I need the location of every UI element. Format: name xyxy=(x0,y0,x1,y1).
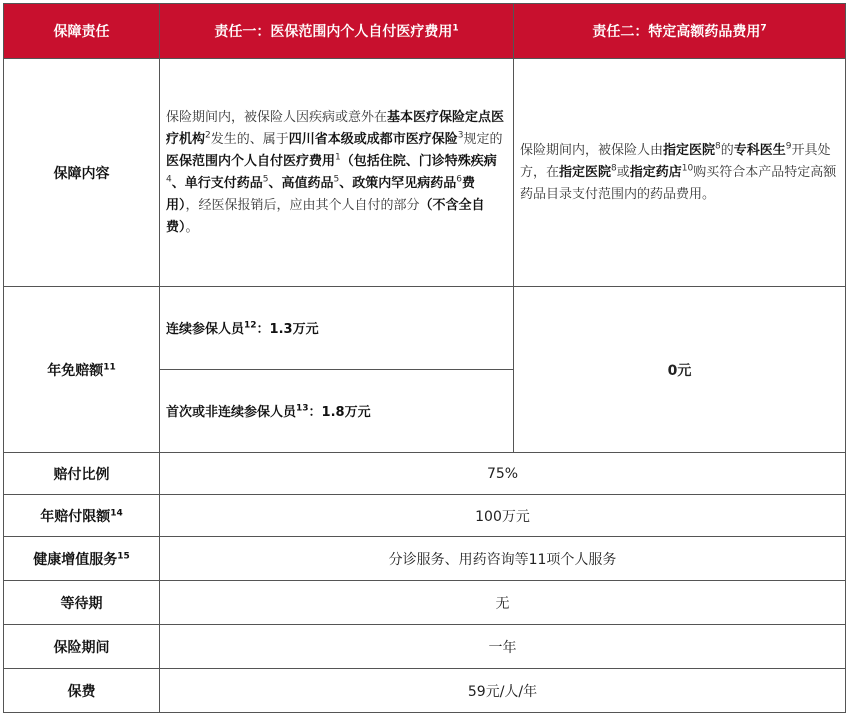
ratio-label: 赔付比例 xyxy=(4,453,160,495)
header-responsibility-one: 责任一：医保范围内个人自付医疗费用$^1$ xyxy=(160,4,514,59)
waiting-period-value: 无 xyxy=(160,581,846,625)
premium-label: 保费 xyxy=(4,669,160,713)
deductible-label: 年免赔额$^{11}$ xyxy=(4,287,160,453)
limit-label: 年赔付限额$^{14}$ xyxy=(4,495,160,537)
deductible-duty-one xyxy=(160,287,514,453)
header-coverage-responsibility: 保障责任 xyxy=(4,4,160,59)
coverage-duty-one-text: 保险期间内，被保险人因疾病或意外在基本医疗保险定点医疗机构$^2$发生的、属于四川省本级或成都市医疗保险$^3$规定的医保范围内个人自付医疗费用$^1$（包括住院、门诊特殊疾病$^4$、单行支付药品$^5$、高值药品$^5$、政策内罕见病药品$^6$费用），经医保报销后，应由其个人自付的部分（不含全自费）。 xyxy=(166,109,505,235)
header-row xyxy=(4,4,846,59)
health-service-value: 分诊服务、用药咨询等11项个人服务 xyxy=(160,537,846,581)
insurance-period-value: 一年 xyxy=(160,625,846,669)
insurance-coverage-table-frame xyxy=(3,3,845,716)
deductible-continuous: 连续参保人员$^{12}$：1.3万元 xyxy=(160,287,513,369)
insurance-period-label: 保险期间 xyxy=(4,625,160,669)
coverage-duty-two xyxy=(514,59,846,287)
premium-row xyxy=(4,669,846,713)
premium-value: 59元/人/年 xyxy=(160,669,846,713)
health-service-row xyxy=(4,537,846,581)
coverage-duty-two-text: 保险期间内，被保险人由指定医院$^8$的专科医生$^9$开具处方，在指定医院$^8$或指定药店$^{10}$购买符合本产品特定高额药品目录支付范围内的药品费用。 xyxy=(520,141,837,202)
deductible-subtable xyxy=(160,287,513,452)
header-responsibility-two: 责任二：特定高额药品费用$^7$ xyxy=(514,4,846,59)
deductible-first-time: 首次或非连续参保人员$^{13}$：1.8万元 xyxy=(166,403,371,421)
insurance-period-row xyxy=(4,625,846,669)
deductible-duty-two: 0元 xyxy=(514,287,846,453)
ratio-value: 75% xyxy=(160,453,846,495)
limit-row xyxy=(4,495,846,537)
waiting-period-label: 等待期 xyxy=(4,581,160,625)
ratio-row xyxy=(4,453,846,495)
deductible-row xyxy=(4,287,846,453)
insurance-coverage-table xyxy=(3,3,846,713)
coverage-row xyxy=(4,59,846,287)
coverage-label: 保障内容 xyxy=(4,59,160,287)
waiting-period-row xyxy=(4,581,846,625)
limit-value: 100万元 xyxy=(160,495,846,537)
health-service-label: 健康增值服务$^{15}$ xyxy=(4,537,160,581)
coverage-duty-one xyxy=(160,59,514,287)
